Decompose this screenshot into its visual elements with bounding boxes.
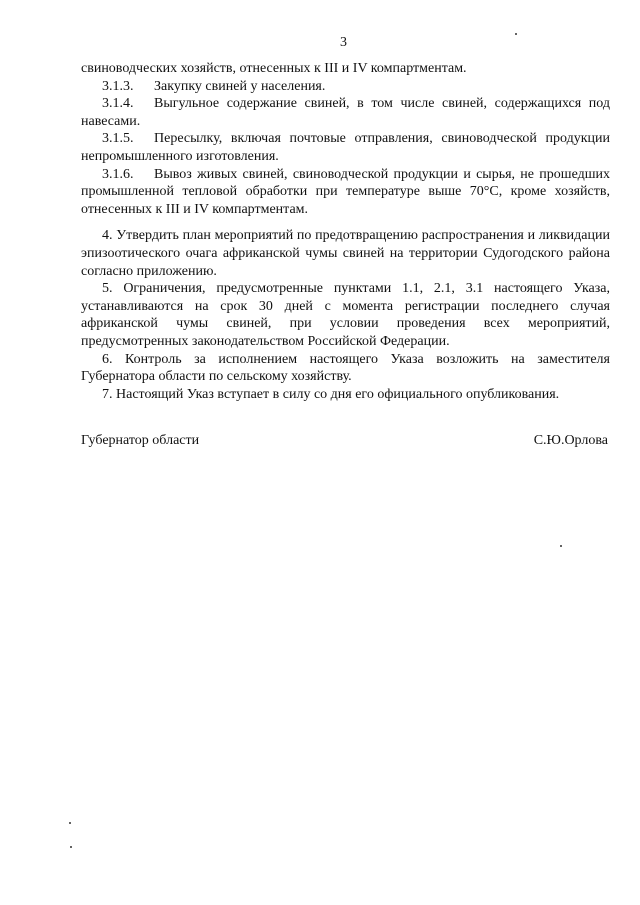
subitem-number: 3.1.4. — [102, 96, 134, 112]
subitem-text: Закупку свиней у населения. — [154, 78, 326, 94]
scan-speck — [70, 846, 72, 848]
item-6-paragraph: 6. Контроль за исполнением настоящего Указа возложить на заместителя Губернатора области по сельскому хозяйству. — [81, 351, 610, 385]
document-body — [81, 60, 610, 403]
subitem-text: Выгульное содержание свиней, в том числе свиней, содержащихся под навесами. — [81, 96, 610, 129]
subitem-3-1-6 — [81, 166, 610, 219]
signatory-name: С.Ю.Орлова — [533, 433, 608, 448]
scan-speck — [560, 545, 562, 547]
subitem-3-1-3 — [81, 78, 610, 96]
subitem-text: Вывоз живых свиней, свиноводческой продукции и сырья, не прошедших промышленной тепловой обработки при температуре выше 70°С, кроме хозяйств, отнесенных к III и IV компартментам. — [81, 166, 610, 217]
subitem-3-1-4 — [81, 95, 610, 130]
subitem-number: 3.1.6. — [102, 166, 134, 182]
item-4-paragraph: 4. Утвердить план мероприятий по предотвращению распространения и ликвидации эпизоотического очага африканской чумы свиней на территории Судогодского района согласно приложению. — [81, 228, 610, 279]
item-5-paragraph: 5. Ограничения, предусмотренные пунктами 1.1, 2.1, 3.1 настоящего Указа, устанавливаются на срок 30 дней с момента регистрации последнего случая африканской чумы свиней, при условии проведения всех мероприятий, предусмотренных законодательством Российской Федерации. — [81, 281, 610, 349]
page-number: 3 — [340, 35, 347, 50]
item-7-paragraph: 7. Настоящий Указ вступает в силу со дня его официального опубликования. — [102, 386, 560, 402]
subitem-3-1-5 — [81, 130, 610, 165]
subitem-text: Пересылку, включая почтовые отправления, свиноводческой продукции непромышленного изготовления. — [81, 131, 610, 164]
scan-speck — [69, 822, 71, 824]
subitem-number: 3.1.3. — [102, 78, 134, 94]
continuation-paragraph: свиноводческих хозяйств, отнесенных к III и IV компартментам. — [81, 61, 467, 76]
subitem-number: 3.1.5. — [102, 131, 134, 147]
scan-speck — [515, 33, 517, 35]
signatory-title: Губернатор области — [81, 433, 200, 448]
